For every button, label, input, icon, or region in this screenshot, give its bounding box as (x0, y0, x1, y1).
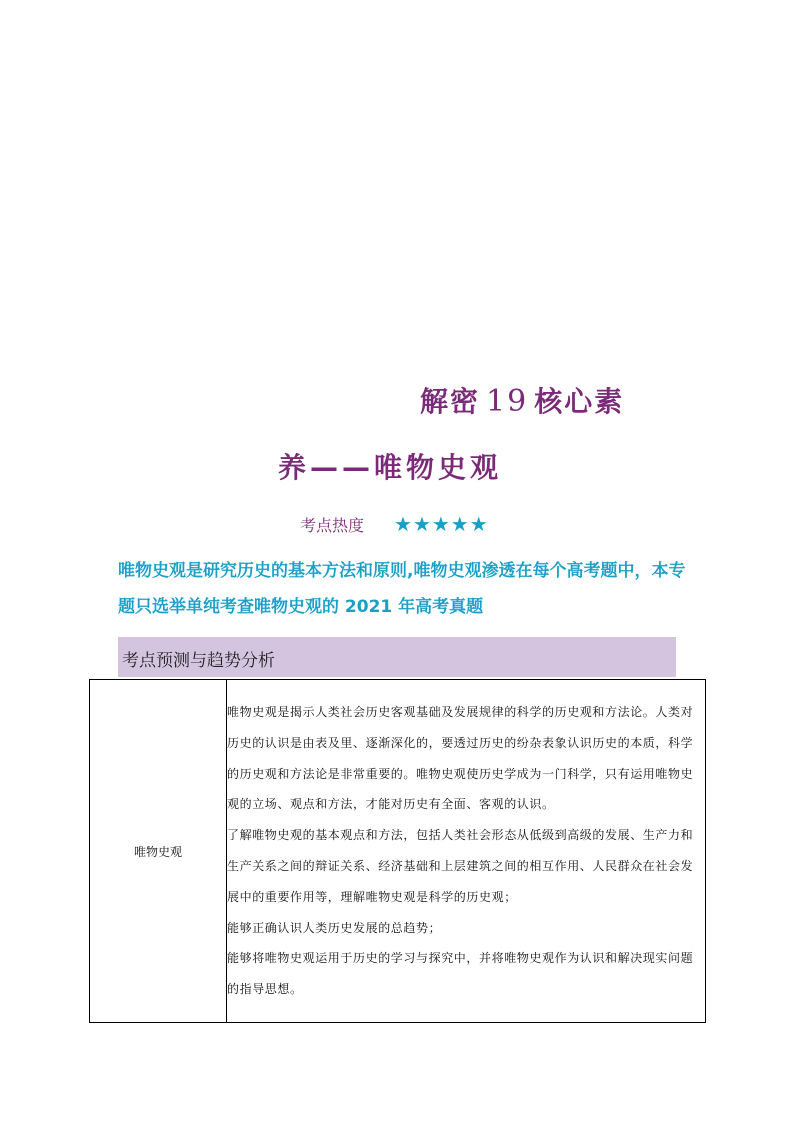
document-title-line-1 (420, 380, 624, 420)
heat-label: 考点热度 (300, 516, 365, 535)
title-part-2: 核心素 (534, 385, 625, 418)
star-rating-icon: ★★★★★ (394, 512, 489, 536)
table-row (90, 680, 706, 1023)
content-paragraph: 唯物史观是揭示人类社会历史客观基础及发展规律的科学的历史观和方法论。人类对历史的认识是由表及里、逐渐深化的，要透过历史的纷杂表象认识历史的本质，科学的历史观和方法论是非常重要的。唯物史观使历史学成为一门科学，只有运用唯物史观的立场、观点和方法，才能对历史有全面、客观的认识。 (227, 705, 694, 812)
table-label-cell: 唯物史观 (90, 680, 227, 1023)
title-number: 19 (486, 384, 529, 419)
content-paragraph: 能够正确认识人类历史发展的总趋势； (227, 920, 442, 935)
heat-rating (300, 512, 489, 536)
title-part-1: 解密 (420, 385, 481, 418)
intro-text: 唯物史观是研究历史的基本方法和原则,唯物史观渗透在每个高考题中，本专题只选举单纯考查唯物史观的 2021 年高考真题 (118, 561, 686, 617)
document-title-line-2: 养——唯物史观 (278, 451, 503, 484)
table-content-cell (227, 680, 706, 1023)
section-header-bar (118, 637, 676, 677)
content-paragraph: 了解唯物史观的基本观点和方法，包括人类社会形态从低级到高级的发展、生产力和生产关系之间的辩证关系、经济基础和上层建筑之间的相互作用、人民群众在社会发展中的重要作用等，理解唯物史观是科学的历史观； (227, 828, 694, 904)
section-title: 考点预测与趋势分析 (122, 651, 275, 671)
content-paragraph: 能够将唯物史观运用于历史的学习与探究中，并将唯物史观作为认识和解决现实问题的指导思想。 (227, 951, 694, 997)
analysis-table (89, 679, 706, 1023)
